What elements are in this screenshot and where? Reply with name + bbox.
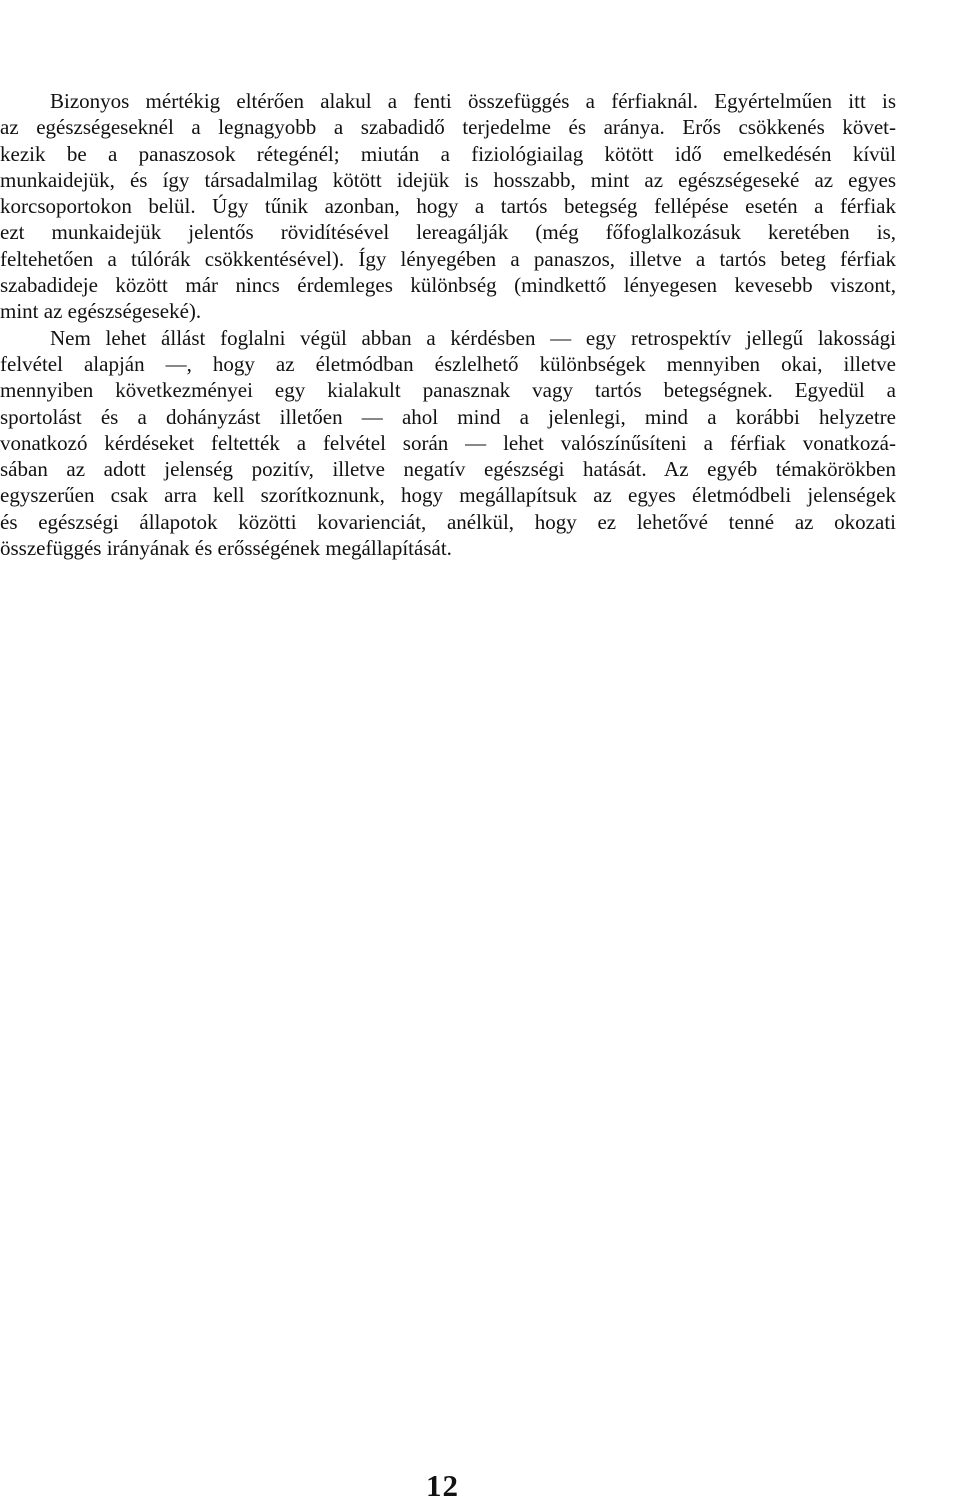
text-line: Bizonyos mértékig eltérően alakul a fenti összefüggés a férfiaknál. Egyértelműen itt is [50,89,896,113]
text-line: egyszerűen csak arra kell szorítkoznunk, hogy megállapítsuk az egyes életmódbeli jelenségek [0,483,896,508]
text-line: mint az egészségeseké). [0,299,202,324]
body-text [0,88,896,561]
text-line: sportolást és a dohányzást illetően — ahol mind a jelenlegi, mind a korábbi helyzetre [0,404,896,429]
text-line: az egészségeseknél a legnagyobb a szabadidő terjedelme és aránya. Erős csökkenés követ- [0,115,896,140]
text-line: ezt munkaidejük jelentős rövidítésével lereagálják (még főfoglalkozásuk keretében is, [0,220,896,245]
text-line: kezik be a panaszosok rétegénél; miután a fiziológiailag kötött idő emelkedésén kívül [0,141,896,166]
text-line: vonatkozó kérdéseket feltették a felvétel során — lehet valószínűsíteni a férfiak vonatkozá- [0,430,896,455]
text-line: Nem lehet állást foglalni végül abban a kérdésben — egy retrospektív jellegű lakossági [50,325,896,350]
text-line: szabadideje között már nincs érdemleges különbség (mindkettő lényegesen kevesebb viszont, [0,273,896,298]
paragraph-1-cont [0,114,896,324]
page-number: 12 [426,1468,459,1503]
paragraph-1 [0,88,896,114]
text-line: feltehetően a túlórák csökkentésével). Így lényegében a panaszos, illetve a tartós beteg férfiak [0,246,896,271]
text-line: felvétel alapján —, hogy az életmódban észlelhető különbségek mennyiben okai, illetve [0,351,896,376]
text-line: korcsoportokon belül. Úgy tűnik azonban, hogy a tartós betegség fellépése esetén a férfiak [0,194,896,219]
text-line: sában az adott jelenség pozitív, illetve negatív egészségi hatását. Az egyéb témakörökben [0,457,896,482]
paragraph-2 [0,325,896,562]
text-line: munkaidejük, és így társadalmilag kötött idejük is hosszabb, mint az egészségeseké az egyes [0,167,896,192]
text-line: mennyiben következményei egy kialakult panasznak vagy tartós betegségnek. Egyedül a [0,378,896,403]
text-line: és egészségi állapotok közötti kovarienciát, anélkül, hogy ez lehetővé tenné az okozati [0,509,896,534]
text-line: összefüggés irányának és erősségének megállapítását. [0,536,452,561]
